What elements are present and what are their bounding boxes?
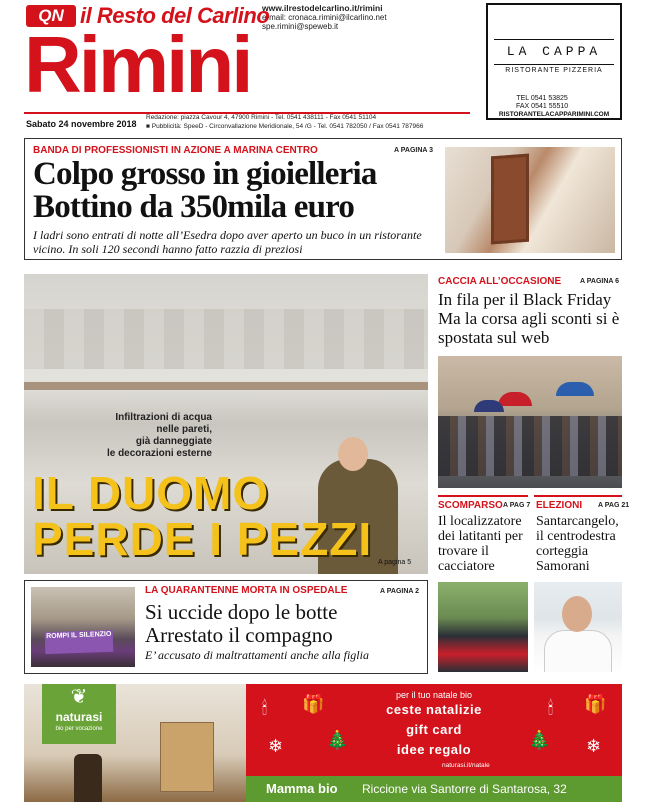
- quarantenne-kicker: LA QUARANTENNE MORTA IN OSPEDALE: [145, 585, 348, 596]
- wine-bottle-image: [74, 754, 102, 802]
- restaurant-tel: TEL 0541 53825: [516, 95, 568, 102]
- naturasi-brand: naturasi: [55, 710, 103, 724]
- lead-headline-line2: Bottino da 350mila euro: [33, 189, 355, 225]
- lead-story[interactable]: [24, 138, 622, 260]
- snowflake-icon: ❄: [268, 736, 284, 756]
- protest-banner: ROMPI IL SILENZIO: [45, 630, 114, 654]
- restaurant-fax: FAX 0541 55510: [516, 103, 569, 110]
- shop-name: Mamma bio: [266, 781, 338, 796]
- naturasi-logo: [42, 684, 116, 744]
- frieze-image: [24, 309, 428, 369]
- duomo-caption-line2: nelle pareti,: [156, 424, 212, 435]
- offer-line3: idee regalo: [396, 742, 472, 757]
- snowflake-icon-right: ❄: [586, 736, 602, 756]
- duomo-headline[interactable]: [32, 467, 373, 565]
- white-coat-image: [544, 630, 612, 672]
- lead-kicker: BANDA DI PROFESSIONISTI IN AZIONE A MARINA CENTRO: [33, 145, 318, 156]
- duomo-caption: [34, 412, 212, 460]
- restaurant-subtitle: RISTORANTE PIZZERIA: [505, 67, 603, 74]
- duomo-page-ref: A pagina 5: [378, 559, 412, 566]
- lead-summary: I ladri sono entrati di notte all’Esedra dopo aver aperto un buco in un ristorante vicino. In soli 120 secondi hanno fatto razzia di preziosi: [33, 228, 422, 256]
- black-friday-kicker: CACCIA ALL’OCCASIONE: [438, 276, 562, 287]
- samorani-photo: [534, 582, 622, 672]
- quarantenne-story[interactable]: [24, 580, 428, 674]
- restaurant-phones: [516, 95, 568, 111]
- email-line[interactable]: e-mail: cronaca.rimini@ilcarlino.net: [262, 13, 387, 22]
- offer-line2: gift card: [406, 722, 462, 737]
- restaurant-logo: LA CAPPA: [494, 39, 614, 65]
- crowd-image: [438, 416, 622, 476]
- offer-intro: per il tuo natale bio: [395, 690, 473, 700]
- city-title: Rimini: [24, 20, 251, 109]
- black-friday-photo: [438, 356, 622, 488]
- black-friday-page-ref: A PAGINA 6: [580, 278, 620, 285]
- quarantenne-page-ref: A PAGINA 2: [380, 588, 420, 595]
- tree-icon-right: 🎄: [528, 730, 551, 750]
- umbrella-navy-image: [474, 400, 504, 412]
- elezioni-kicker: ELEZIONI: [536, 500, 583, 511]
- wall-hole-image: [491, 154, 529, 245]
- duomo-headline-line2: PERDE I PEZZI: [32, 513, 373, 565]
- scomparso-kicker: SCOMPARSO: [438, 500, 503, 511]
- duomo-headline-line1: IL DUOMO: [32, 467, 270, 519]
- quarantenne-headline-line1: Si uccide dopo le botte: [145, 600, 338, 624]
- contacts: [262, 4, 387, 31]
- offer-line1: ceste natalizie: [386, 702, 482, 717]
- restaurant-url: RISTORANTELACAPPARIMINI.COM: [498, 111, 610, 118]
- ads-contact: ■ Pubblicità: SpeeD - Circonvallazione Meridionale, 54 /G - Tel. 0541 782050 / Fax 0541 787966: [146, 122, 424, 130]
- quarantenne-headline-line2: Arrestato il compagno: [145, 623, 333, 647]
- scomparso-headline[interactable]: Il localizzatore dei latitanti per trovare il cacciatore: [438, 514, 523, 574]
- issue-date: Sabato 24 novembre 2018: [26, 119, 137, 129]
- quarantenne-summary: E’ accusato di maltrattamenti anche alla figlia: [145, 648, 369, 662]
- social-link[interactable]: naturasi.it/natale: [442, 762, 490, 769]
- lead-photo: [445, 147, 615, 253]
- editorial-info: [146, 114, 423, 131]
- umbrella-blue-image: [556, 382, 594, 396]
- shop-info-bar: [246, 776, 622, 802]
- editorial-address: Redazione: piazza Cavour 4, 47900 Rimini - Tel. 0541 438111 - Fax 0541 51104: [146, 114, 377, 121]
- cornice-image: [24, 382, 428, 390]
- restaurant-ad[interactable]: [486, 3, 622, 120]
- scomparso-rule: [438, 495, 528, 497]
- christmas-offer-panel: [246, 684, 622, 776]
- paper-name: il Resto del Carlino: [80, 3, 270, 28]
- protest-photo: [31, 587, 135, 667]
- product-box-image: [160, 722, 214, 792]
- tree-icon: 🎄: [326, 730, 349, 750]
- scomparso-page-ref: A PAG 7: [503, 502, 531, 509]
- lead-headline-line1: Colpo grosso in gioielleria: [33, 156, 377, 192]
- quarantenne-headline[interactable]: [145, 601, 337, 647]
- leaf-icon: ❦: [70, 686, 88, 708]
- lead-page-ref: A PAGINA 3: [394, 147, 434, 154]
- lead-headline[interactable]: [33, 158, 377, 224]
- duomo-caption-line1: Infiltrazioni di acqua: [115, 412, 212, 423]
- rescue-team-photo: [438, 582, 528, 672]
- duomo-caption-line3: già danneggiate: [135, 436, 212, 447]
- umbrella-red-image: [498, 392, 532, 406]
- naturasi-ad[interactable]: [24, 684, 622, 802]
- shop-address: Riccione via Santorre di Santarosa, 32: [362, 782, 567, 796]
- naturasi-tagline: bio per vocazione: [55, 726, 103, 732]
- qn-logo: QN: [26, 5, 76, 27]
- black-friday-headline[interactable]: In fila per il Black Friday Ma la corsa agli sconti si è spostata sul web: [438, 290, 620, 347]
- elezioni-rule: [534, 495, 622, 497]
- gift-icon: 🎁: [302, 694, 325, 714]
- gift-icon-right: 🎁: [584, 694, 607, 714]
- candle-icon: 🕯: [262, 698, 268, 718]
- elezioni-page-ref: A PAG 21: [598, 502, 630, 509]
- candle-icon-right: 🕯: [548, 698, 554, 718]
- face-image: [562, 596, 592, 632]
- elezioni-headline[interactable]: Santarcangelo, il centrodestra corteggia Samorani: [536, 514, 619, 574]
- spe-email[interactable]: spe.rimini@speweb.it: [262, 22, 339, 31]
- duomo-caption-line4: le decorazioni esterne: [106, 448, 212, 459]
- website-link[interactable]: www.ilrestodelcarlino.it/rimini: [262, 3, 383, 13]
- head-image: [338, 437, 368, 471]
